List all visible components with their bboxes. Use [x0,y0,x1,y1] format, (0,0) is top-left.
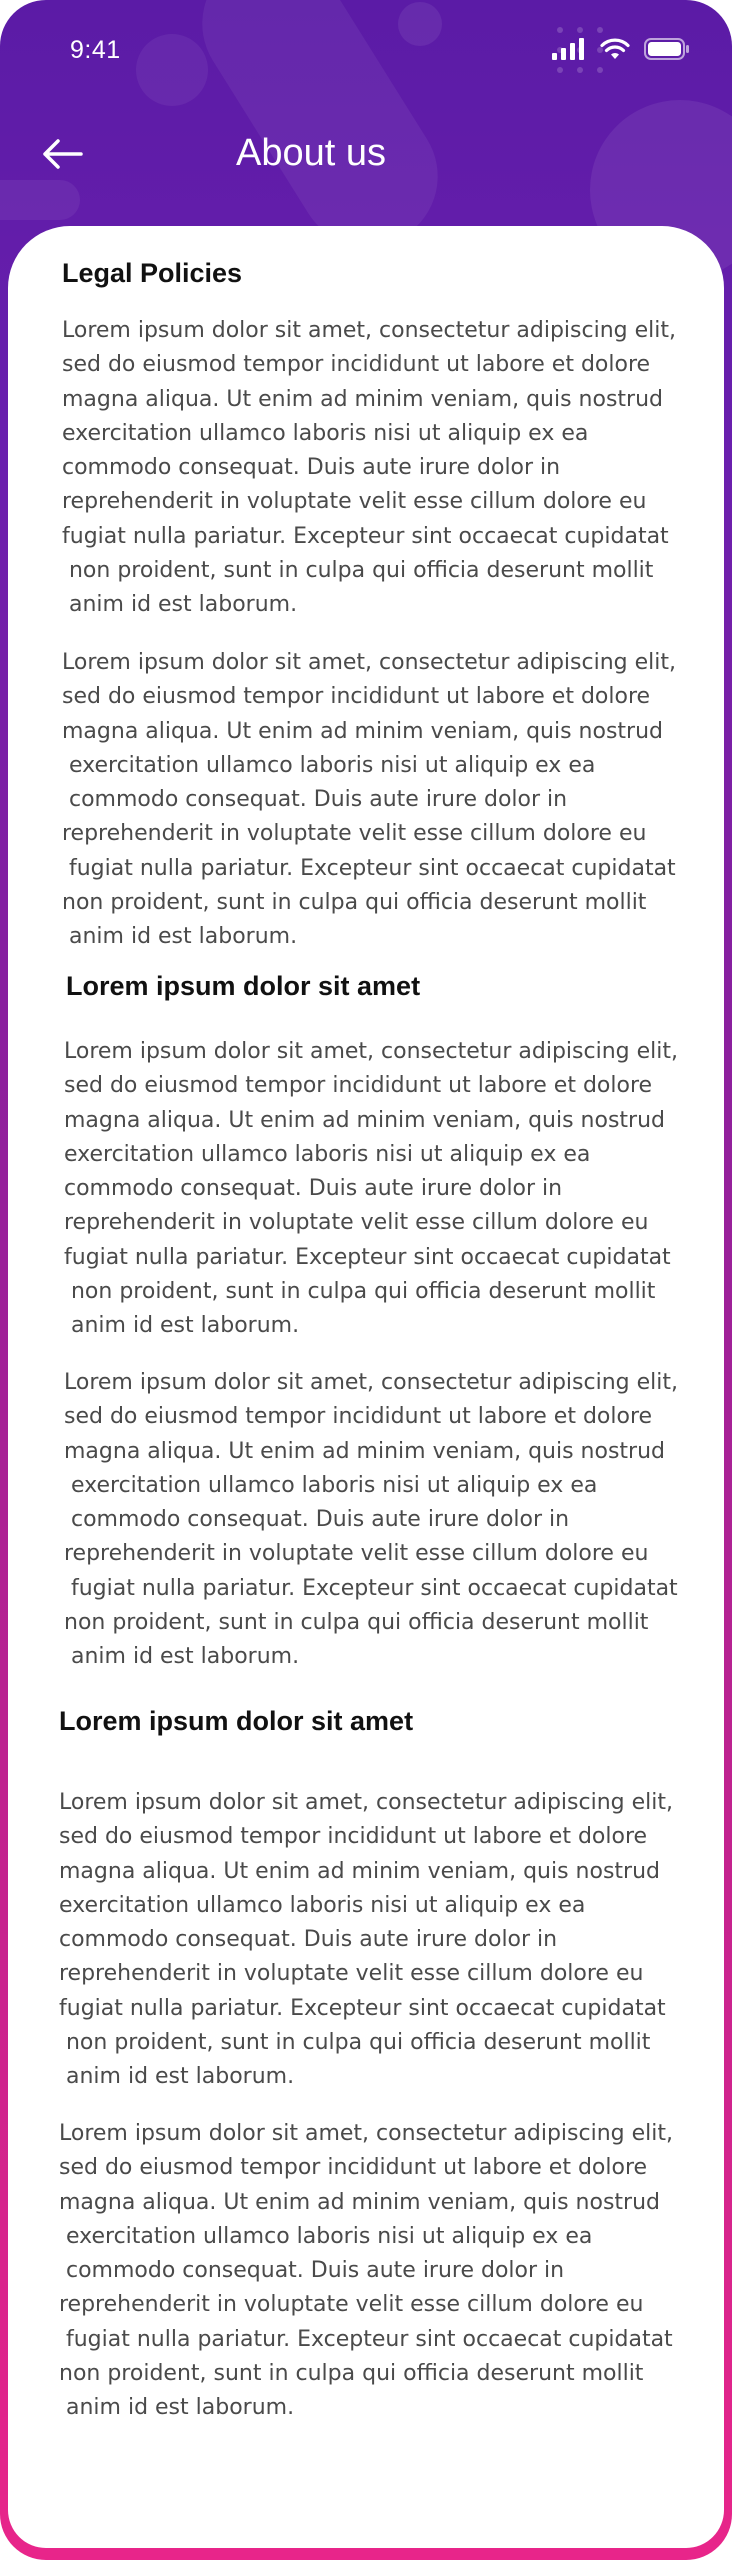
status-bar [0,0,732,100]
wifi-icon [600,38,630,65]
section-heading: Lorem ipsum dolor sit amet [59,1706,414,1736]
paragraph: Lorem ipsum dolor sit amet, consectetur adipiscing elit, sed do eiusmod tempor incididunt ut labore et dolore magna aliqua. Ut enim ad minim veniam, quis nostrud exercitation ullamco laboris nisi ut aliquip ex ea commodo consequat. Duis aute irure dolor in reprehenderit in voluptate velit esse cillum dolore eu fugiat nulla pariatur. Excepteur sint occaecat cupidatat non proident, sunt in culpa qui officia deserunt mollit anim id est laborum. [64,1370,678,1670]
battery-icon [644,38,690,65]
paragraph: Lorem ipsum dolor sit amet, consectetur adipiscing elit, sed do eiusmod tempor incididunt ut labore et dolore magna aliqua. Ut enim ad minim veniam, quis nostrud exercitation ullamco laboris nisi ut aliquip ex ea commodo consequat. Duis aute irure dolor in reprehenderit in voluptate velit esse cillum dolore eu fugiat nulla pariatur. Excepteur sint occaecat cupidatat non proident, sunt in culpa qui officia deserunt mollit anim id est laborum. [64,1039,678,1339]
cellular-signal-icon [552,38,586,65]
navigation-bar [0,120,732,200]
arrow-left-icon [41,138,83,175]
section-heading-legal-policies: Legal Policies [62,258,243,288]
content-card [8,226,724,2548]
status-icons [552,38,690,65]
back-button[interactable] [38,134,86,178]
section-heading: Lorem ipsum dolor sit amet [66,971,421,1001]
page-title: About us [236,132,386,174]
status-time: 9:41 [70,36,121,64]
paragraph: Lorem ipsum dolor sit amet, consectetur adipiscing elit, sed do eiusmod tempor incididunt ut labore et dolore magna aliqua. Ut enim ad minim veniam, quis nostrud exercitation ullamco laboris nisi ut aliquip ex ea commodo consequat. Duis aute irure dolor in reprehenderit in voluptate velit esse cillum dolore eu fugiat nulla pariatur. Excepteur sint occaecat cupidatat non proident, sunt in culpa qui officia deserunt mollit anim id est laborum. [62,318,676,618]
paragraph: Lorem ipsum dolor sit amet, consectetur adipiscing elit, sed do eiusmod tempor incididunt ut labore et dolore magna aliqua. Ut enim ad minim veniam, quis nostrud exercitation ullamco laboris nisi ut aliquip ex ea commodo consequat. Duis aute irure dolor in reprehenderit in voluptate velit esse cillum dolore eu fugiat nulla pariatur. Excepteur sint occaecat cupidatat non proident, sunt in culpa qui officia deserunt mollit anim id est laborum. [59,1790,673,2090]
paragraph: Lorem ipsum dolor sit amet, consectetur adipiscing elit, sed do eiusmod tempor incididunt ut labore et dolore magna aliqua. Ut enim ad minim veniam, quis nostrud exercitation ullamco laboris nisi ut aliquip ex ea commodo consequat. Duis aute irure dolor in reprehenderit in voluptate velit esse cillum dolore eu fugiat nulla pariatur. Excepteur sint occaecat cupidatat non proident, sunt in culpa qui officia deserunt mollit anim id est laborum. [62,650,676,950]
paragraph: Lorem ipsum dolor sit amet, consectetur adipiscing elit, sed do eiusmod tempor incididunt ut labore et dolore magna aliqua. Ut enim ad minim veniam, quis nostrud exercitation ullamco laboris nisi ut aliquip ex ea commodo consequat. Duis aute irure dolor in reprehenderit in voluptate velit esse cillum dolore eu fugiat nulla pariatur. Excepteur sint occaecat cupidatat non proident, sunt in culpa qui officia deserunt mollit anim id est laborum. [59,2121,673,2421]
